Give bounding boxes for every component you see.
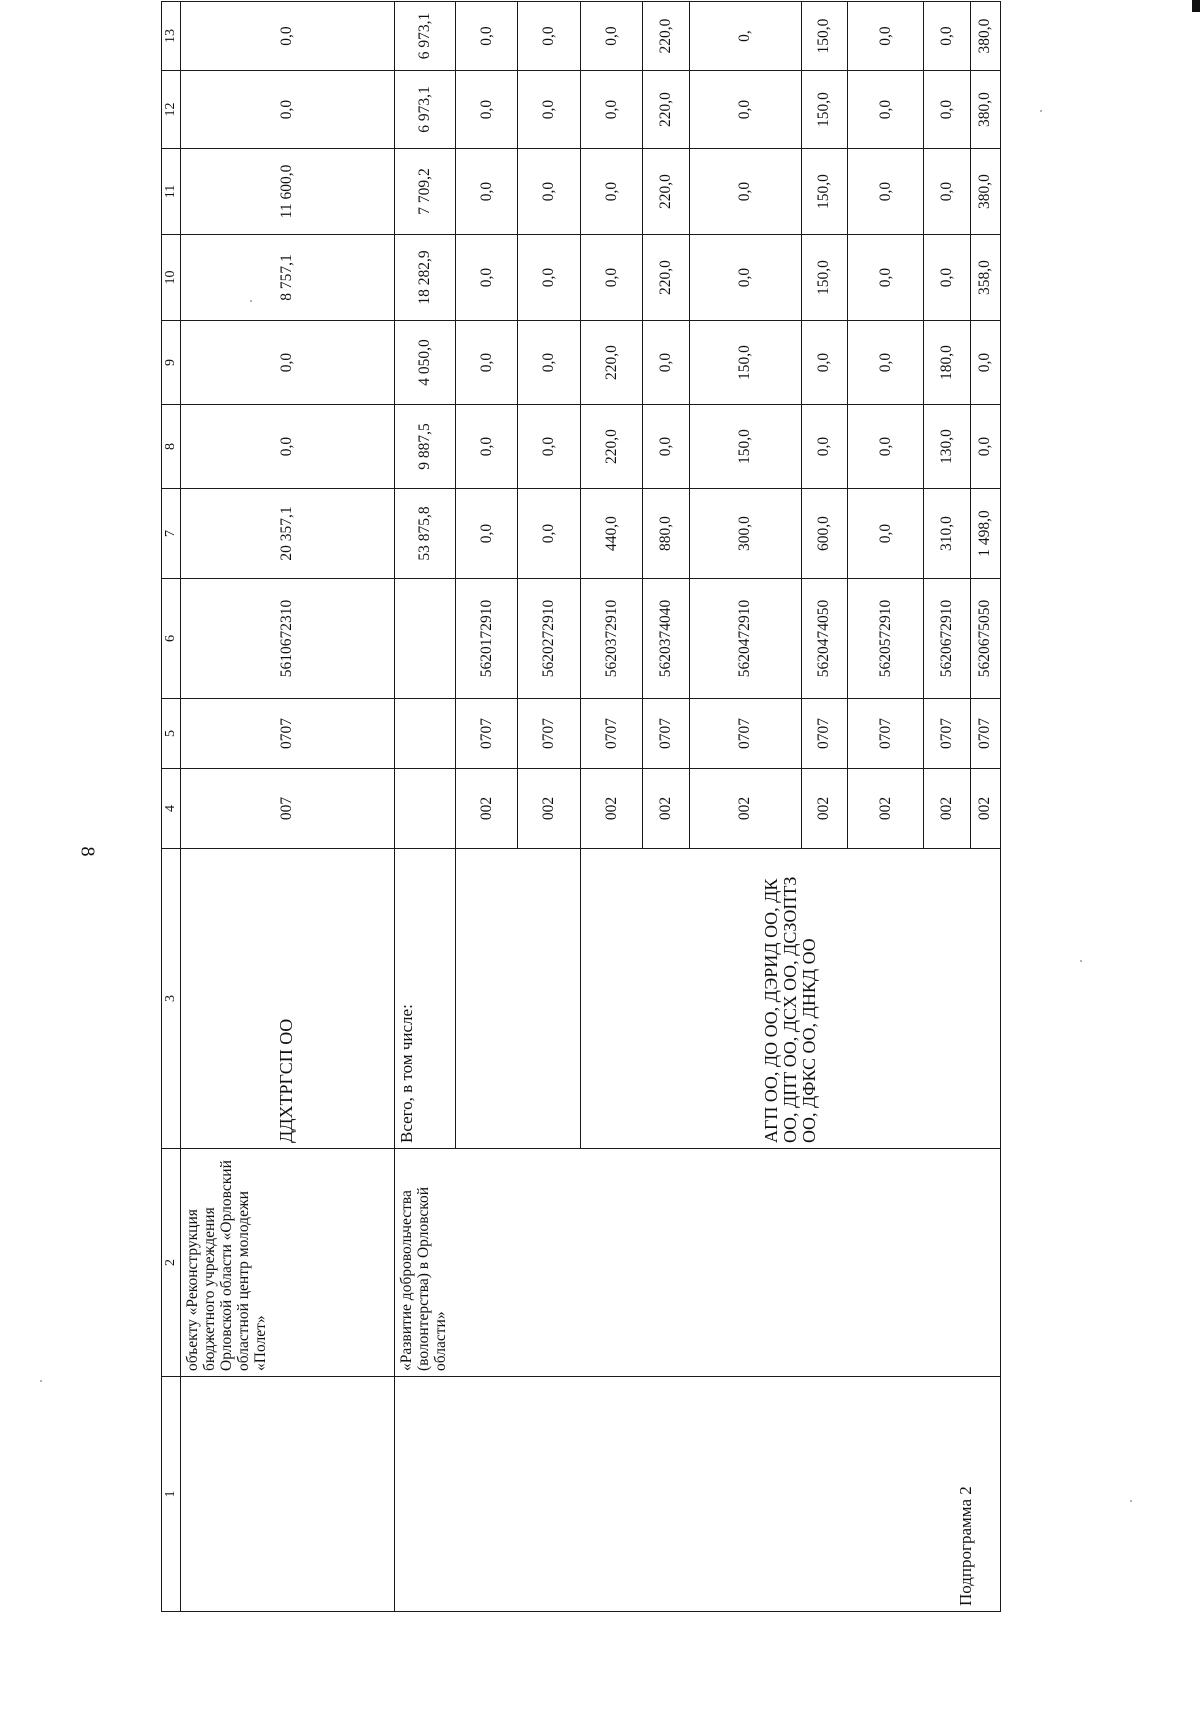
cell-csr: 5620474050 <box>801 579 847 699</box>
col-header-8: 8 <box>162 405 181 489</box>
cell-year-13: 0,0 <box>847 2 924 71</box>
cell-grbs: 002 <box>580 769 642 849</box>
cell-year-8: 0,0 <box>970 405 1000 489</box>
cell-year-11: 0,0 <box>924 149 970 235</box>
col-header-4: 4 <box>162 769 181 849</box>
subprogram-cell <box>394 1377 1000 1612</box>
scan-corner-mark <box>1192 0 1200 12</box>
col-header-2: 2 <box>162 1149 181 1377</box>
cell-total: 0,0 <box>456 489 518 579</box>
col-header-1: 1 <box>162 1377 181 1612</box>
cell-total: 880,0 <box>643 489 689 579</box>
total-label: Всего, в том числе: <box>394 849 455 1149</box>
cell-year-10: 0,0 <box>518 235 580 321</box>
cell-year-12: 0,0 <box>181 71 395 149</box>
cell-year-13: 6 973,1 <box>394 2 455 71</box>
cell-year-9: 0,0 <box>847 321 924 405</box>
cell-year-13: 220,0 <box>643 2 689 71</box>
cell-csr: 5610672310 <box>181 579 395 699</box>
cell-csr: 5620572910 <box>847 579 924 699</box>
cell-csr: 5620372910 <box>580 579 642 699</box>
cell-year-8: 220,0 <box>580 405 642 489</box>
cell-rzpr: 0707 <box>801 699 847 769</box>
cell-year-11: 380,0 <box>970 149 1000 235</box>
cell-year-11: 7 709,2 <box>394 149 455 235</box>
cell-year-12: 220,0 <box>643 71 689 149</box>
cell-year-13: 0,0 <box>580 2 642 71</box>
scan-speck <box>40 1380 42 1382</box>
subprogram-label: Подпрограмма 2 <box>956 1486 976 1606</box>
cell-rzpr: 0707 <box>970 699 1000 769</box>
cell-year-8: 0,0 <box>456 405 518 489</box>
cell-rzpr: 0707 <box>181 699 395 769</box>
cell-year-12: 6 973,1 <box>394 71 455 149</box>
cell-year-12: 0,0 <box>518 71 580 149</box>
cell-year-9: 0,0 <box>643 321 689 405</box>
col-header-12: 12 <box>162 71 181 149</box>
cell-year-12: 380,0 <box>970 71 1000 149</box>
cell-total: 600,0 <box>801 489 847 579</box>
cell-year-10: 0,0 <box>580 235 642 321</box>
col-header-9: 9 <box>162 321 181 405</box>
cell-year-9: 150,0 <box>689 321 801 405</box>
cell-year-11: 0,0 <box>456 149 518 235</box>
cell-grbs: 002 <box>456 769 518 849</box>
cell-year-9: 0,0 <box>181 321 395 405</box>
cell-year-9: 4 050,0 <box>394 321 455 405</box>
cell-year-13: 150,0 <box>801 2 847 71</box>
cell-year-12: 0,0 <box>847 71 924 149</box>
table-row-object <box>181 2 395 1612</box>
table-row-total <box>394 2 455 1612</box>
cell-year-8: 0,0 <box>847 405 924 489</box>
cell-year-10: 358,0 <box>970 235 1000 321</box>
cell-year-10: 150,0 <box>801 235 847 321</box>
cell-year-11: 220,0 <box>643 149 689 235</box>
col-header-11: 11 <box>162 149 181 235</box>
cell-year-9: 180,0 <box>924 321 970 405</box>
cell-grbs: 007 <box>181 769 395 849</box>
cell-rzpr <box>394 699 455 769</box>
cell-rzpr: 0707 <box>643 699 689 769</box>
cell-rzpr: 0707 <box>518 699 580 769</box>
cell-year-13: 0,0 <box>181 2 395 71</box>
cell-year-9: 220,0 <box>580 321 642 405</box>
cell-year-13: 380,0 <box>970 2 1000 71</box>
cell-total: 0,0 <box>518 489 580 579</box>
cell-rzpr: 0707 <box>847 699 924 769</box>
cell-year-10: 0,0 <box>924 235 970 321</box>
cell-year-8: 0,0 <box>801 405 847 489</box>
col-header-3: 3 <box>162 849 181 1149</box>
cell-year-10: 0,0 <box>847 235 924 321</box>
cell-rzpr: 0707 <box>689 699 801 769</box>
cell-rzpr: 0707 <box>456 699 518 769</box>
cell-year-8: 0,0 <box>518 405 580 489</box>
cell-grbs: 002 <box>801 769 847 849</box>
cell-grbs: 002 <box>847 769 924 849</box>
col-header-7: 7 <box>162 489 181 579</box>
cell-year-12: 150,0 <box>801 71 847 149</box>
subprogram-description: «Развитие добровольчества (волонтерства) в Орловской области» <box>394 1149 1000 1377</box>
object-executor: ДДХТРГСП ОО <box>181 849 395 1149</box>
budget-table <box>161 1 1001 1612</box>
scan-speck <box>1130 1500 1132 1502</box>
object-description: объекту «Реконструкция бюджетного учреждения Орловской области «Орловский областной центр молодежи «Полет» <box>181 1149 395 1377</box>
cell-year-8: 0,0 <box>181 405 395 489</box>
scan-speck <box>250 300 252 302</box>
cell-year-8: 9 887,5 <box>394 405 455 489</box>
cell-year-8: 130,0 <box>924 405 970 489</box>
cell-year-8: 150,0 <box>689 405 801 489</box>
cell-total: 53 875,8 <box>394 489 455 579</box>
cell-executors-blank <box>456 849 581 1149</box>
cell-year-10: 8 757,1 <box>181 235 395 321</box>
cell-year-10: 220,0 <box>643 235 689 321</box>
rotated-table-container <box>161 12 1001 1612</box>
cell-year-8: 0,0 <box>643 405 689 489</box>
cell-csr <box>394 579 455 699</box>
cell-total: 1 498,0 <box>970 489 1000 579</box>
cell-year-9: 0,0 <box>518 321 580 405</box>
column-number-row <box>162 2 181 1612</box>
cell-rzpr: 0707 <box>580 699 642 769</box>
cell-year-10: 0,0 <box>456 235 518 321</box>
scan-speck <box>1080 960 1082 962</box>
cell-year-9: 0,0 <box>801 321 847 405</box>
cell-total: 0,0 <box>847 489 924 579</box>
cell-grbs: 002 <box>689 769 801 849</box>
cell-csr: 5620374040 <box>643 579 689 699</box>
cell-csr: 5620472910 <box>689 579 801 699</box>
col-header-5: 5 <box>162 699 181 769</box>
cell-year-12: 0,0 <box>456 71 518 149</box>
cell-year-11: 0,0 <box>580 149 642 235</box>
cell-year-12: 0,0 <box>924 71 970 149</box>
cell-year-12: 0,0 <box>580 71 642 149</box>
cell-year-10: 0,0 <box>689 235 801 321</box>
cell-year-13: 0,0 <box>456 2 518 71</box>
cell-year-11: 0,0 <box>518 149 580 235</box>
cell-empty <box>181 1377 395 1612</box>
cell-year-11: 0,0 <box>847 149 924 235</box>
cell-total: 300,0 <box>689 489 801 579</box>
cell-year-11: 150,0 <box>801 149 847 235</box>
col-header-6: 6 <box>162 579 181 699</box>
cell-grbs: 002 <box>924 769 970 849</box>
cell-year-13: 0, <box>689 2 801 71</box>
cell-year-11: 0,0 <box>689 149 801 235</box>
cell-year-9: 0,0 <box>970 321 1000 405</box>
scan-speck <box>1040 110 1042 112</box>
cell-csr: 5620672910 <box>924 579 970 699</box>
cell-grbs: 002 <box>643 769 689 849</box>
col-header-10: 10 <box>162 235 181 321</box>
cell-grbs: 002 <box>970 769 1000 849</box>
page-number: 8 <box>76 846 99 857</box>
cell-year-9: 0,0 <box>456 321 518 405</box>
cell-year-13: 0,0 <box>924 2 970 71</box>
cell-total: 20 357,1 <box>181 489 395 579</box>
cell-csr: 5620272910 <box>518 579 580 699</box>
cell-total: 310,0 <box>924 489 970 579</box>
cell-grbs: 002 <box>518 769 580 849</box>
cell-csr: 5620172910 <box>456 579 518 699</box>
cell-year-13: 0,0 <box>518 2 580 71</box>
cell-year-11: 11 600,0 <box>181 149 395 235</box>
cell-total: 440,0 <box>580 489 642 579</box>
cell-rzpr: 0707 <box>924 699 970 769</box>
cell-year-12: 0,0 <box>689 71 801 149</box>
cell-csr: 5620675050 <box>970 579 1000 699</box>
cell-year-10: 18 282,9 <box>394 235 455 321</box>
col-header-13: 13 <box>162 2 181 71</box>
executors-list: АГП ОО, ДО ОО, ДЭРИД ОО, ДК ОО, ДПТ ОО, ДСХ ОО, ДСЗОПТЗ ОО, ДФКС ОО, ДНКД ОО <box>580 849 1000 1149</box>
cell-grbs <box>394 769 455 849</box>
